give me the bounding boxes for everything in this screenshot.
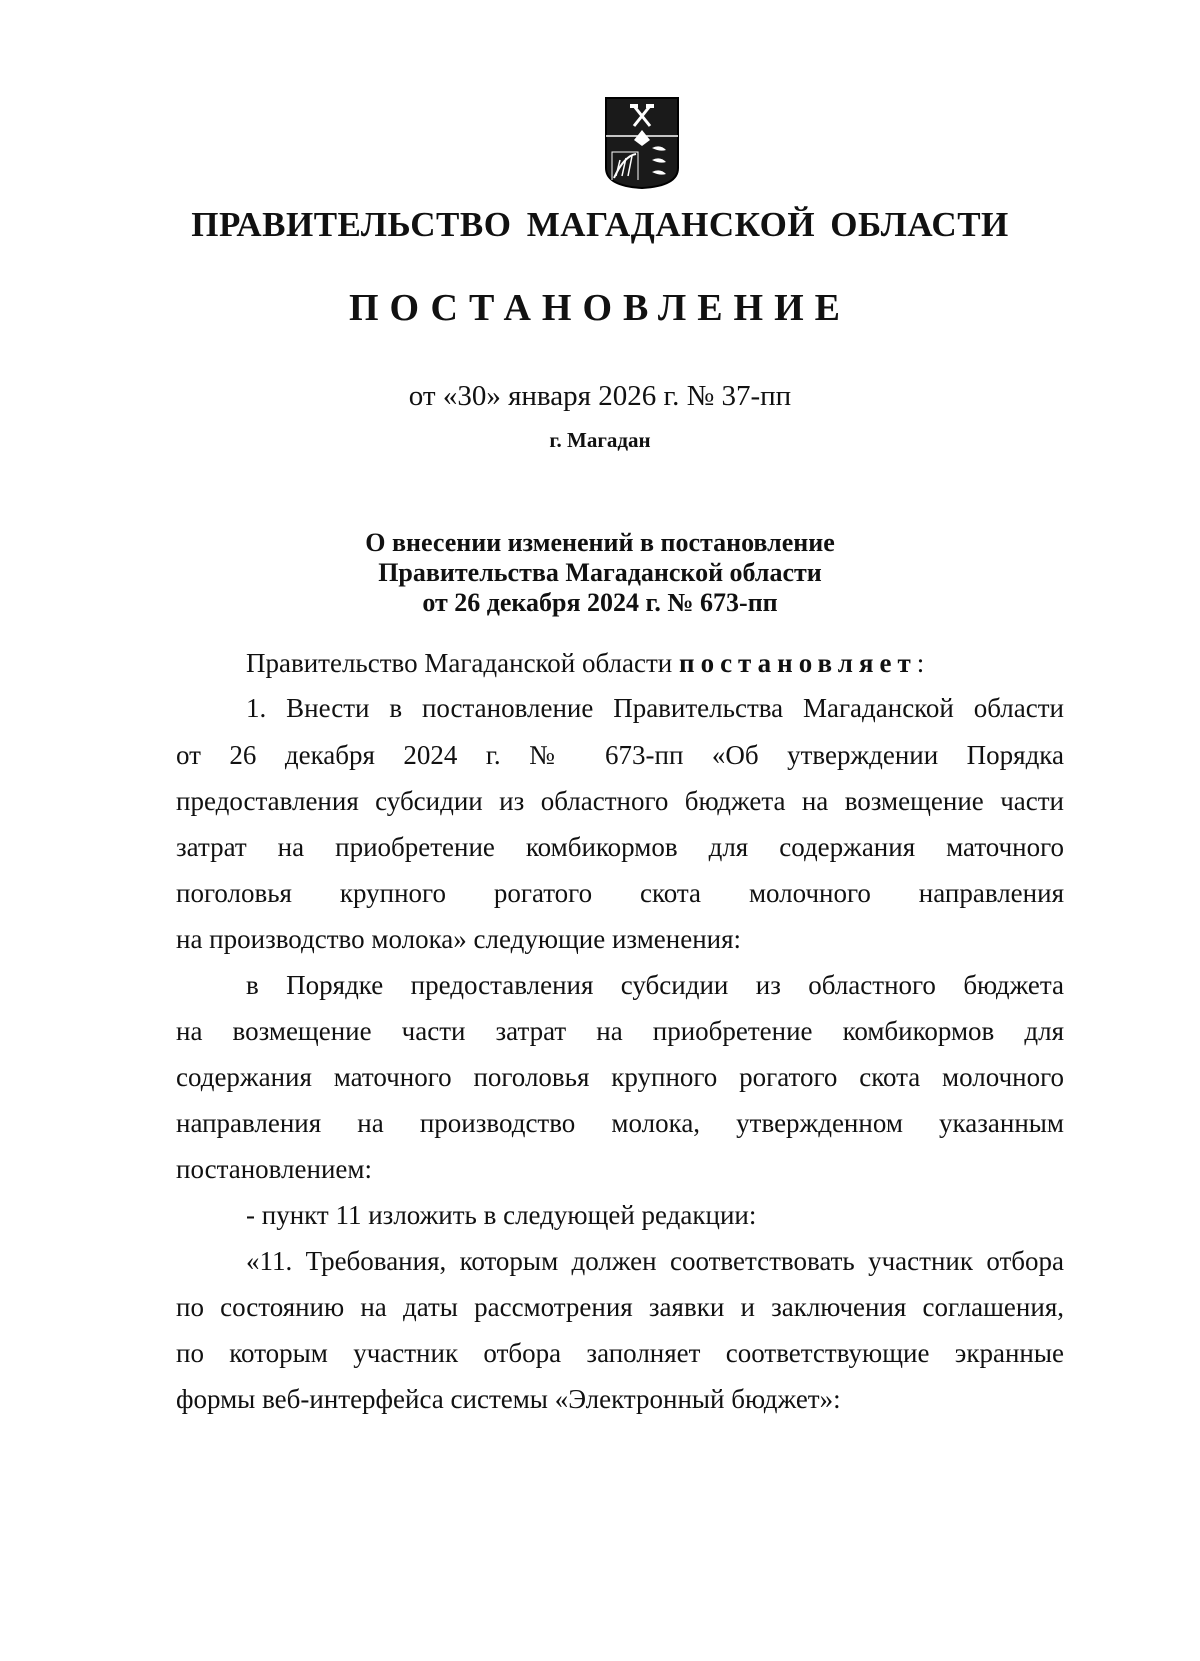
paragraph-line: направления на производство молока, утвержденном указанным xyxy=(176,1108,1064,1138)
intro-text: Правительство Магаданской области xyxy=(246,648,680,678)
paragraph-line: по которым участник отбора заполняет соответствующие экранные xyxy=(176,1338,1064,1368)
coat-of-arms-icon xyxy=(604,96,680,190)
paragraph-line: поголовья крупного рогатого скота молочного направления xyxy=(176,878,1064,908)
paragraph-line: «11. Требования, которым должен соответствовать участник отбора xyxy=(246,1246,1064,1276)
paragraph-line: 1. Внести в постановление Правительства Магаданской области xyxy=(246,693,1064,723)
paragraph-line: - пункт 11 изложить в следующей редакции: xyxy=(246,1200,757,1230)
paragraph-line: содержания маточного поголовья крупного рогатого скота молочного xyxy=(176,1062,1064,1092)
paragraph-line: предоставления субсидии из областного бюджета на возмещение части xyxy=(176,786,1064,816)
document-subject xyxy=(0,528,1200,618)
paragraph-line: на производство молока» следующие изменения: xyxy=(176,924,742,954)
paragraph-line: по состоянию на даты рассмотрения заявки и заключения соглашения, xyxy=(176,1292,1064,1322)
subject-line: Правительства Магаданской области xyxy=(378,558,822,587)
intro-line xyxy=(246,648,1064,679)
subject-line: от 26 декабря 2024 г. № 673-пп xyxy=(422,588,778,617)
paragraph-line: формы веб-интерфейса системы «Электронный бюджет»: xyxy=(176,1384,841,1414)
subject-line: О внесении изменений в постановление xyxy=(365,528,835,557)
document-type-title: ПОСТАНОВЛЕНИЕ xyxy=(348,287,852,329)
intro-colon: : xyxy=(916,648,925,678)
paragraph-line: в Порядке предоставления субсидии из областного бюджета xyxy=(246,970,1064,1000)
paragraph-line: постановлением: xyxy=(176,1154,372,1184)
government-title: ПРАВИТЕЛЬСТВО МАГАДАНСКОЙ ОБЛАСТИ xyxy=(191,205,1009,244)
document-city: г. Магадан xyxy=(549,428,651,452)
paragraph-line: на возмещение части затрат на приобретение комбикормов для xyxy=(176,1016,1064,1046)
intro-keyword: постановляет xyxy=(679,648,917,678)
paragraph-line: затрат на приобретение комбикормов для содержания маточного xyxy=(176,832,1064,862)
paragraph-line: от 26 декабря 2024 г. № 673-пп «Об утверждении Порядка xyxy=(176,740,1064,770)
document-date-number: от «30» января 2026 г. № 37-пп xyxy=(408,380,792,412)
